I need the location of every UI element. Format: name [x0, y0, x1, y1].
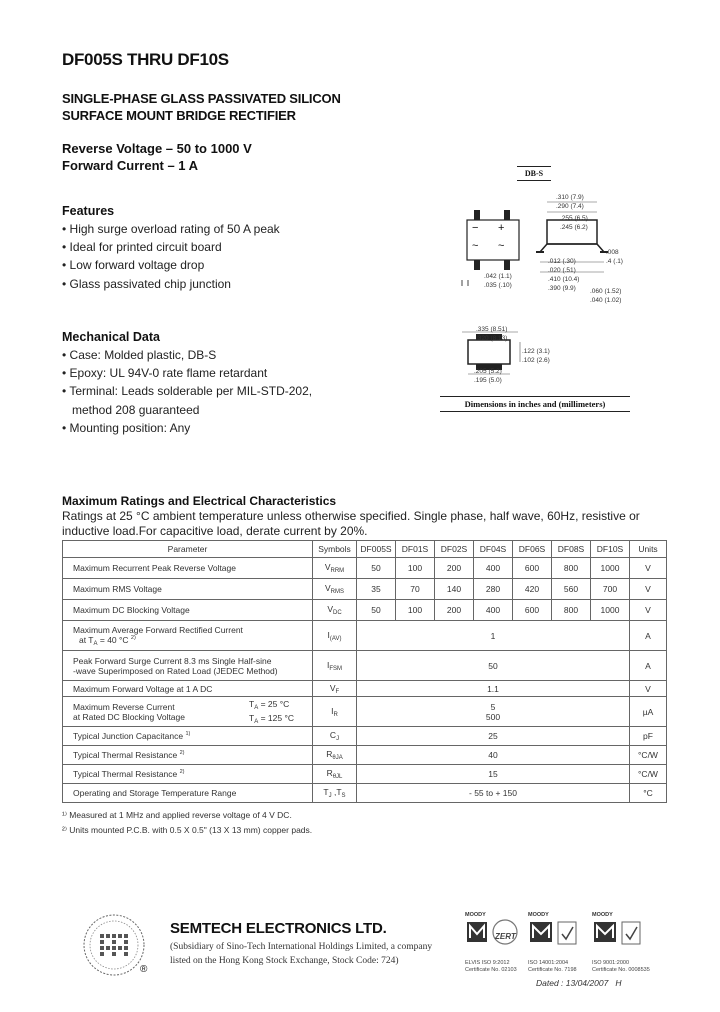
- list-item: method 208 guaranteed: [62, 402, 200, 417]
- moody-logo-icon: [528, 918, 586, 958]
- table-row: Maximum Average Forward Rectified Current at $T_A = 40$ °C $^{2)}$ $I_{(AV)}$ 1 A: [63, 621, 667, 651]
- product-subtitle: SINGLE-PHASE GLASS PASSIVATED SILICON SURFACE MOUNT BRIDGE RECTIFIER: [62, 91, 341, 123]
- dim-label: .042 (1.1): [484, 273, 512, 280]
- table-header-row: [63, 541, 667, 558]
- table-row: Maximum RMS Voltage $V_{RMS}$ 35 70 140 280 420 560 700 V: [63, 579, 667, 600]
- footnote: ²⁾ Units mounted P.C.B. with 0.5 X 0.5" (13 X 13 mm) copper pads.: [62, 825, 313, 835]
- table-row: Operating and Storage Temperature Range $T_J$ $,T_S$ - 55 to + 150 °C: [63, 784, 667, 803]
- dim-label: .012 (.30): [548, 258, 576, 265]
- list-item: • Terminal: Leads solderable per MIL-STD-202,: [62, 384, 313, 399]
- plus-terminal: +: [498, 222, 505, 234]
- dim-label: .290 (7.4): [556, 203, 584, 210]
- dim-label: .310 (7.9): [556, 194, 584, 201]
- dim-label: .255 (6.5): [560, 215, 588, 222]
- company-name: SEMTECH ELECTRONICS LTD.: [170, 920, 387, 937]
- dim-label: .040 (1.02): [590, 297, 622, 304]
- dim-label: .410 (10.4): [548, 276, 580, 283]
- header-model: DF005S: [357, 541, 396, 558]
- header-model: DF10S: [591, 541, 630, 558]
- headline-ratings: [62, 140, 252, 174]
- dim-label: .122 (3.1): [522, 348, 550, 355]
- table-row: Maximum DC Blocking Voltage $V_{DC}$ 50 100 200 400 600 800 1000 V: [63, 600, 667, 621]
- list-item: • Epoxy: UL 94V-0 rate flame retardant: [62, 366, 268, 381]
- registered-mark: ®: [140, 964, 148, 975]
- dim-label: .205 (5.2): [474, 368, 502, 375]
- table-row: Typical Thermal Resistance $^{2)}$ $R_{\theta JA}$ 40 °C/W: [63, 746, 667, 765]
- header-symbols: Symbols: [313, 541, 357, 558]
- table-row: Peak Forward Surge Current 8.3 ms Single Half-sine -wave Superimposed on Rated Load (JEDEC Method) $I_{FSM}$ 50 A: [63, 651, 667, 681]
- mechanical-list: [62, 346, 312, 437]
- company-subsidiary: (Subsidiary of Sino-Tech International Holdings Limited, a company listed on the Hong Kong Stock Exchange, Stock Code: 724): [170, 942, 433, 966]
- dim-label: .335 (8.51): [476, 326, 508, 333]
- ac-terminal-left: ~: [472, 240, 479, 252]
- footnotes: [62, 808, 312, 838]
- list-item: • Ideal for printed circuit board: [62, 240, 222, 255]
- certification-mark-2: MOODY: [528, 912, 586, 960]
- table-row: Maximum Reverse Current at Rated DC Blocking Voltage $T_A = 25$ °C $T_A = 125$ °C $I_R$ 5 500 µA: [63, 697, 667, 727]
- list-item: • High surge overload rating of 50 A peak: [62, 222, 280, 236]
- forward-current: Forward Current – 1 A: [62, 158, 199, 173]
- table-row: Maximum Forward Voltage at 1 A DC $V_F$ 1.1 V: [63, 681, 667, 697]
- list-item: • Low forward voltage drop: [62, 258, 205, 273]
- ratings-heading: Maximum Ratings and Electrical Characteristics: [62, 494, 337, 508]
- dim-label: .245 (6.2): [560, 224, 588, 231]
- datasheet-title: DF005S THRU DF10S: [62, 50, 229, 69]
- dim-label: .390 (9.9): [548, 285, 576, 292]
- features-heading: Features: [62, 204, 115, 218]
- dim-label: .4 (.1): [606, 258, 623, 265]
- header-model: DF06S: [513, 541, 552, 558]
- certification-mark-3: MOODY: [592, 912, 650, 960]
- dim-label: .035 (.10): [484, 282, 512, 289]
- table-row: Typical Junction Capacitance $^{1)}$ $C_J$ 25 pF: [63, 727, 667, 746]
- list-item: • Mounting position: Any: [62, 420, 191, 435]
- list-item: • Case: Molded plastic, DB-S: [62, 348, 217, 362]
- reverse-voltage: Reverse Voltage – 50 to 1000 V: [62, 141, 252, 156]
- dim-label: .020 (.51): [548, 267, 576, 274]
- table-row: Typical Thermal Resistance $^{2)}$ $R_{\theta JL}$ 15 °C/W: [63, 765, 667, 784]
- dim-label: .320 (8.13): [476, 335, 508, 342]
- moody-logo-icon: [592, 918, 650, 958]
- footnote: ¹⁾ Measured at 1 MHz and applied reverse voltage of 4 V DC.: [62, 810, 292, 820]
- dated-stamp: Dated : 13/04/2007 H: [536, 978, 622, 988]
- dim-label: .102 (2.6): [522, 357, 550, 364]
- header-parameter: Parameter: [63, 541, 313, 558]
- header-model: DF04S: [474, 541, 513, 558]
- header-model: DF08S: [552, 541, 591, 558]
- ac-terminal-right: ~: [498, 240, 505, 252]
- list-item: • Glass passivated chip junction: [62, 276, 231, 291]
- mechanical-heading: Mechanical Data: [62, 330, 160, 344]
- ratings-note: Ratings at 25 °C ambient temperature unless otherwise specified. Single phase, half wave, 60Hz, resistive or inductive load.For capacitive load, derate current by 20%.: [62, 509, 640, 538]
- dim-label: .008: [606, 249, 619, 256]
- certification-mark-1: MOODY ZERT: [465, 912, 523, 960]
- header-model: DF01S: [396, 541, 435, 558]
- minus-terminal: −: [472, 222, 479, 234]
- ratings-table: [62, 540, 667, 803]
- dim-label: .195 (5.0): [474, 377, 502, 384]
- header-units: Units: [630, 541, 667, 558]
- dimensions-caption: Dimensions in inches and (millimeters): [440, 396, 630, 412]
- table-row: Maximum Recurrent Peak Reverse Voltage $V_{RRM}$ 50 100 200 400 600 800 1000 V: [63, 558, 667, 579]
- header-model: DF02S: [435, 541, 474, 558]
- dim-label: .060 (1.52): [590, 288, 622, 295]
- package-label: DB-S: [517, 166, 551, 181]
- features-list: [62, 220, 280, 293]
